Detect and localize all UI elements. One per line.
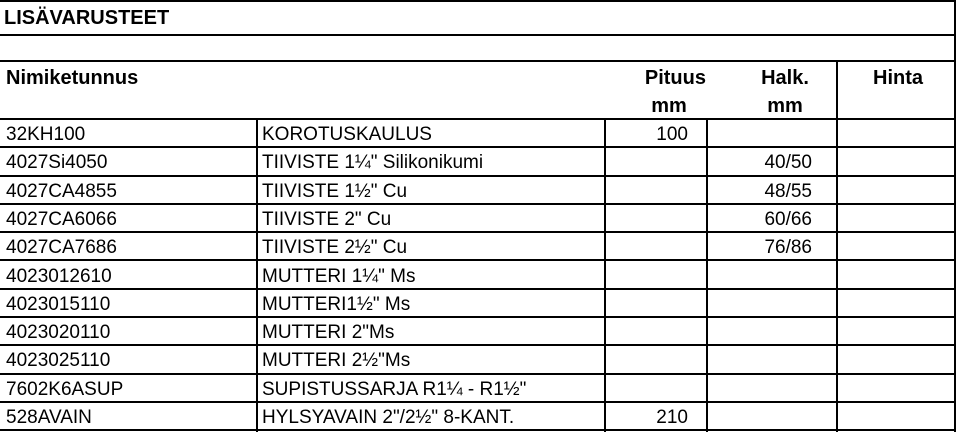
grid-line-price xyxy=(836,120,838,432)
row-name: HYLSYAVAIN 2"/2½" 8-KANT. xyxy=(262,407,515,428)
row-code: 7602K6ASUP xyxy=(6,378,124,400)
row-name: TIIVISTE 2½" Cu xyxy=(262,237,408,259)
header-diameter-unit: mm xyxy=(767,95,803,117)
row-name: TIIVISTE 1¼" Silikonikumi xyxy=(262,152,484,174)
row-code: 4027Si4050 xyxy=(6,152,108,174)
row-diameter: 40/50 xyxy=(764,152,812,174)
header-length[interactable]: Pituus xyxy=(644,67,706,89)
table-row[interactable] xyxy=(0,205,956,233)
row-length: 210 xyxy=(656,407,688,428)
row-code: 4023015110 xyxy=(6,293,111,315)
header-price[interactable]: Hinta xyxy=(873,67,923,89)
row-code: 4027CA6066 xyxy=(6,208,117,230)
table-row[interactable] xyxy=(0,120,956,148)
header-row xyxy=(0,62,956,120)
table-row[interactable] xyxy=(0,177,956,205)
table-row[interactable] xyxy=(0,375,956,403)
row-name: KOROTUSKAULUS xyxy=(262,124,432,145)
grid-line-length xyxy=(604,120,606,432)
row-code: 4023025110 xyxy=(6,350,111,372)
header-length-unit: mm xyxy=(651,95,687,117)
grid-line-diameter xyxy=(706,120,708,432)
sheet-title: LISÄVARUSTEET xyxy=(4,7,170,29)
table-row[interactable] xyxy=(0,290,956,318)
table-row[interactable] xyxy=(0,318,956,346)
grid-line-name xyxy=(256,120,258,432)
row-code: 528AVAIN xyxy=(6,407,92,428)
table-row[interactable] xyxy=(0,233,956,261)
grid-line-right xyxy=(954,2,956,432)
header-diameter[interactable]: Halk. xyxy=(761,67,809,89)
row-name: MUTTERI 2"Ms xyxy=(262,322,395,344)
table-row[interactable] xyxy=(0,148,956,176)
row-code: 4027CA4855 xyxy=(6,180,117,202)
header-code[interactable]: Nimiketunnus xyxy=(6,67,139,89)
row-code: 4023020110 xyxy=(6,322,111,344)
row-name: SUPISTUSSARJA R1¼ - R1½" xyxy=(262,378,527,400)
row-code: 4027CA7686 xyxy=(6,237,117,259)
row-code: 32KH100 xyxy=(6,124,86,145)
row-diameter: 48/55 xyxy=(764,180,812,202)
table-row[interactable] xyxy=(0,403,956,431)
empty-row xyxy=(0,36,956,62)
title-cell[interactable] xyxy=(0,2,956,34)
grid-line-header-price xyxy=(836,62,838,120)
row-length: 100 xyxy=(656,124,688,145)
title-row xyxy=(0,2,956,36)
row-name: TIIVISTE 1½" Cu xyxy=(262,180,408,202)
row-name: MUTTERI 1¼" Ms xyxy=(262,265,416,287)
table-row[interactable] xyxy=(0,346,956,374)
table-row[interactable] xyxy=(0,262,956,290)
row-name: TIIVISTE 2" Cu xyxy=(262,208,392,230)
row-name: MUTTERI 2½"Ms xyxy=(262,350,411,372)
row-name: MUTTERI1½" Ms xyxy=(262,293,411,315)
row-code: 4023012610 xyxy=(6,265,112,287)
row-diameter: 76/86 xyxy=(764,237,812,259)
row-diameter: 60/66 xyxy=(764,208,812,230)
